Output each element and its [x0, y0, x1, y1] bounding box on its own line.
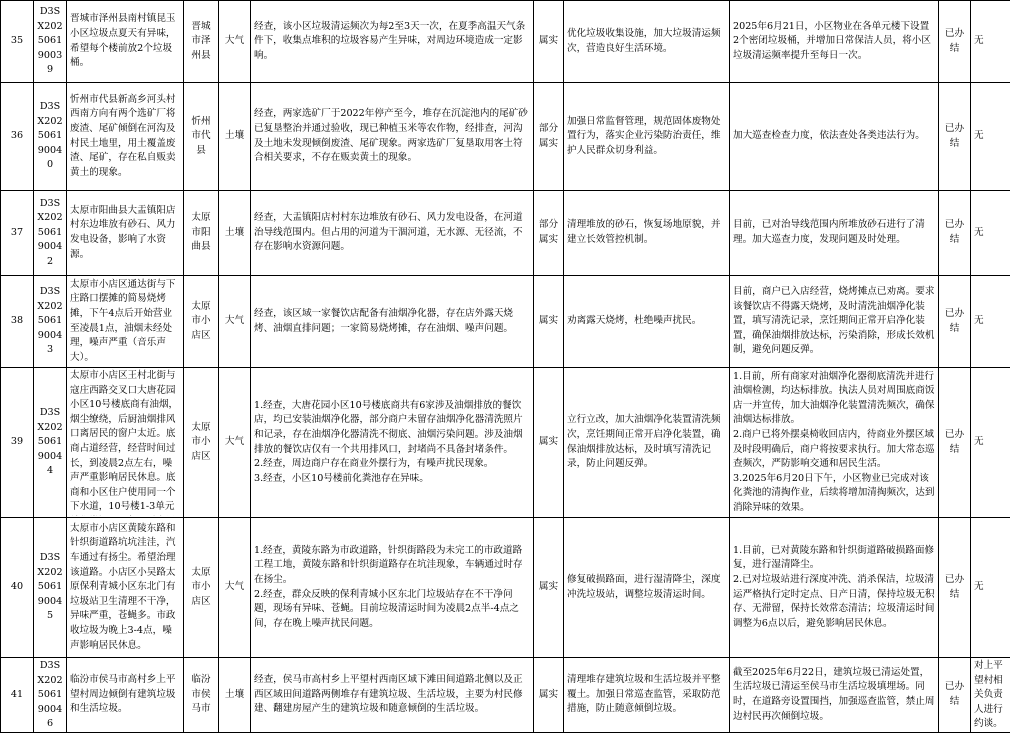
row-index-cell — [1, 518, 34, 658]
complaint-description-cell — [67, 276, 184, 368]
complaint-description-cell — [67, 518, 184, 658]
tracking-code-cell — [34, 83, 67, 191]
table-row — [1, 1, 1010, 83]
verification-result: 属实 — [538, 581, 559, 593]
accountability-remark-cell — [971, 658, 1010, 733]
table-row — [1, 276, 1010, 368]
investigation-finding-cell — [251, 658, 534, 733]
verification-result: 部分属实 — [538, 122, 559, 149]
complaint-description: 晋城市泽州县南村镇昆玉小区垃圾点夏天有异味，希望每个楼前放2个垃圾桶。 — [70, 13, 176, 69]
investigation-finding: 经查，该小区垃圾清运频次为每2至3天一次，在夏季高温天气条件下，收集点堆积的垃圾容易产生异味，对周边环境造成一定影响。 — [254, 20, 526, 61]
verification-result-cell — [534, 276, 564, 368]
pollution-type-cell — [219, 658, 251, 733]
accountability-remark: 无 — [974, 436, 984, 448]
pollution-type-cell — [219, 276, 251, 368]
completion-status-cell — [939, 368, 971, 518]
table-row — [1, 518, 1010, 658]
accountability-remark-cell — [971, 276, 1010, 368]
accountability-remark-cell — [971, 83, 1010, 191]
pollution-type-cell — [219, 368, 251, 518]
pollution-type: 大气 — [224, 436, 245, 448]
completion-status-cell — [939, 658, 971, 733]
rectification-requirement-cell — [564, 1, 730, 83]
rectification-requirement-cell — [564, 368, 730, 518]
rectification-progress-cell — [730, 1, 939, 83]
investigation-finding-cell — [251, 191, 534, 276]
administrative-area: 太原市阳曲县 — [191, 212, 211, 253]
verification-result: 部分属实 — [538, 219, 559, 245]
administrative-area: 晋城市泽州县 — [191, 20, 211, 61]
investigation-finding: 经查，侯马市高村乡上平望村西南区域下滩田间道路北侧以及正西区域田间道路两侧堆存有建筑垃圾、生活垃圾，主要为村民修建、翻建房屋产生的建筑垃圾和随意倾倒的生活垃圾。 — [254, 674, 523, 715]
rectification-progress-cell — [730, 518, 939, 658]
row-index: 37 — [10, 226, 24, 238]
row-index: 40 — [10, 581, 24, 593]
tracking-code-cell — [34, 1, 67, 83]
investigation-finding: 1.经查，黄陵东路为市政道路，针织街路段为未完工的市政道路工程工地，黄陵东路和针织街道路存在坑洼现象，车辆通过时存在扬尘。 2.经查，群众反映的保利青城小区东北门垃圾站存在不干净问题，现场有异味、苍蝇。目前垃圾清运时间为凌晨2点半-4点之间，存在晚上噪声扰民问题。 — [254, 544, 523, 629]
tracking-code-cell — [34, 518, 67, 658]
rectification-progress-cell — [730, 658, 939, 733]
administrative-area-cell — [184, 191, 219, 276]
completion-status: 已办结 — [944, 27, 965, 54]
accountability-remark-cell — [971, 1, 1010, 83]
rectification-requirement: 劝离露天烧烤，杜绝噪声扰民。 — [567, 315, 702, 327]
verification-result-cell — [534, 368, 564, 518]
rectification-requirement: 优化垃圾收集设施，加大垃圾清运频次，营造良好生活环境。 — [567, 27, 721, 54]
administrative-area-cell — [184, 658, 219, 733]
table-row — [1, 658, 1010, 733]
verification-result-cell — [534, 83, 564, 191]
tracking-code-cell — [34, 276, 67, 368]
row-index-cell — [1, 276, 34, 368]
rectification-progress: 2025年6月21日，小区物业在各单元楼下设置2个密闭垃圾桶，并增加日常保洁人员，将小区垃圾清运频率提升至每日一次。 — [733, 20, 931, 61]
investigation-finding: 1.经查，大唐花园小区10号楼底商共有6家涉及油烟排放的餐饮店，均已安装油烟净化器，部分商户未留存油烟净化器清洗照片和记录，存在油烟净化器清洗不彻底、油烟污染问题。涉及油烟排放的餐饮店仅有一个共用排风口，封堵尚不具备封堵条件。 2.经查，周边商户存在商业外摆行为，有噪声扰民现象。 3.经查，小区10号楼前化粪池存在异味。 — [254, 399, 523, 484]
pollution-type-cell — [219, 518, 251, 658]
pollution-type: 大气 — [224, 581, 245, 593]
completion-status: 已办结 — [944, 219, 965, 245]
tracking-code: D3SX202506190039 — [37, 6, 63, 76]
accountability-remark: 无 — [974, 315, 984, 327]
administrative-area: 临汾市侯马市 — [191, 674, 211, 715]
pollution-type: 土壤 — [224, 226, 245, 238]
administrative-area: 太原市小店区 — [191, 300, 211, 341]
verification-result: 属实 — [538, 436, 559, 448]
completion-status-cell — [939, 518, 971, 658]
row-index: 39 — [10, 436, 24, 448]
investigation-finding: 经查，该区域一家餐饮店配备有油烟净化器，存在店外露天烧烤、油烟直排问题；一家简易烧烤摊，存在油烟、噪声问题。 — [254, 307, 514, 334]
completion-status: 已办结 — [944, 428, 965, 455]
verification-result: 属实 — [538, 315, 559, 327]
completion-status-cell — [939, 1, 971, 83]
verification-result-cell — [534, 1, 564, 83]
verification-result-cell — [534, 191, 564, 276]
row-index-cell — [1, 191, 34, 276]
row-index: 35 — [10, 35, 24, 47]
rectification-requirement-cell — [564, 191, 730, 276]
accountability-remark: 无 — [974, 581, 984, 593]
complaint-description-cell — [67, 658, 184, 733]
rectification-progress: 1.目前，已对黄陵东路和针织街道路破损路面修复，进行湿清降尘。 2.已对垃圾站进行深度冲洗、消杀保洁，垃圾清运严格执行定时定点、日产日清，保持垃圾无积存、无滞留，保持长效常态清洁；垃圾清运时间调整为6点以后，避免影响居民休息。 — [733, 544, 935, 629]
row-index-cell — [1, 1, 34, 83]
pollution-type: 大气 — [224, 35, 245, 47]
completion-status-cell — [939, 191, 971, 276]
rectification-progress: 目前，商户已入店经营，烧烤摊点已劝离。要求该餐饮店不得露天烧烤，及时清洗油烟净化装置，填写清洗记录，烹饪期间正常开启净化装置，确保油烟排放达标，污染消除，形成长效机制，避免问题反弹。 — [733, 286, 935, 356]
complaint-description: 太原市小店区黄陵东路和针织街道路坑坑洼洼，汽车通过有扬尘。希望治理该道路。小店区小吴路太原保利青城小区东北门有垃圾站卫生清理不干净，异味严重，苍蝇多。市政收垃圾为晚上3-4点，噪声影响居民休息。 — [70, 522, 176, 651]
completion-status: 已办结 — [944, 681, 965, 707]
row-index-cell — [1, 658, 34, 733]
tracking-code: D3SX202506190045 — [37, 552, 63, 622]
rectification-progress: 截至2025年6月22日，建筑垃圾已清运处置，生活垃圾已清运至侯马市生活垃圾填埋场。同时，在道路旁设置围挡，加强巡查监管，禁止周边村民再次倾倒垃圾。 — [733, 666, 935, 722]
accountability-remark-cell — [971, 191, 1010, 276]
row-index-cell — [1, 368, 34, 518]
complaint-description: 太原市阳曲县大盂镇阳店村东边堆放有砂石、风力发电设备，影响了水资源。 — [70, 204, 176, 260]
administrative-area: 忻州市代县 — [191, 115, 211, 156]
table-row — [1, 191, 1010, 276]
accountability-remark-cell — [971, 518, 1010, 658]
pollution-type: 大气 — [224, 315, 245, 327]
rectification-progress-cell — [730, 191, 939, 276]
tracking-code: D3SX202506190042 — [37, 197, 63, 267]
rectification-progress-cell — [730, 368, 939, 518]
rectification-progress: 1.目前，所有商家对油烟净化器彻底清洗并进行油烟检测，均达标排放。执法人员对周围底商饭店一并宣传，加大油烟净化装置清洗频次，确保油烟达标排放。 2.商户已将外摆桌椅收回店内，待商业外摆区域及时段明确后，商户将按要求执行。加大常态巡查频次，严防影响交通和居民生活。 3.2025年6月20日下午，小区物业已完成对该化粪池的清掏作业，后续将增加清掏频次，达到消除异味的效果。 — [733, 370, 935, 513]
investigation-finding-cell — [251, 368, 534, 518]
pollution-type-cell — [219, 1, 251, 83]
complaint-description-cell — [67, 191, 184, 276]
administrative-area: 太原市小店区 — [191, 566, 211, 607]
row-index: 41 — [10, 688, 24, 700]
tracking-code: D3SX202506190044 — [37, 407, 63, 477]
rectification-requirement: 清理堆存建筑垃圾和生活垃圾并平整覆土。加强日常巡查监管，采取防范措施，防止随意倾倒垃圾。 — [567, 674, 721, 715]
row-index: 38 — [10, 315, 24, 327]
tracking-code: D3SX202506190043 — [37, 286, 63, 356]
completion-status: 已办结 — [944, 573, 965, 600]
verification-result-cell — [534, 658, 564, 733]
administrative-area-cell — [184, 83, 219, 191]
investigation-finding-cell — [251, 518, 534, 658]
accountability-remark: 无 — [974, 226, 984, 238]
rectification-requirement-cell — [564, 276, 730, 368]
verification-result: 属实 — [538, 35, 559, 47]
row-index: 36 — [10, 130, 24, 142]
complaint-description: 太原市小店区王村北街与寇庄西路交叉口大唐花园小区10号楼底商有油烟，烟尘缭绕，后厨油烟排风口离居民的窗户太近。底商占道经营，经营时间过长，到凌晨2点左右，噪声严重影响居民休息。底商和小区住户使用同一个下水道，10号楼1-3单元 — [70, 370, 179, 513]
rectification-requirement: 加强日常监督管理，规范固体废物处置行为，落实企业污染防治责任，维护人民群众切身利益。 — [567, 115, 721, 156]
pollution-type: 土壤 — [224, 130, 245, 142]
completion-status: 已办结 — [944, 122, 965, 149]
rectification-requirement-cell — [564, 658, 730, 733]
administrative-area-cell — [184, 368, 219, 518]
administrative-area-cell — [184, 518, 219, 658]
rectification-requirement-cell — [564, 518, 730, 658]
completion-status-cell — [939, 276, 971, 368]
pollution-type: 土壤 — [224, 688, 245, 700]
rectification-progress-cell — [730, 83, 939, 191]
completion-status: 已办结 — [944, 307, 965, 334]
administrative-area-cell — [184, 276, 219, 368]
complaint-description-cell — [67, 1, 184, 83]
complaint-description-cell — [67, 83, 184, 191]
tracking-code-cell — [34, 191, 67, 276]
tracking-code: D3SX202506190040 — [37, 101, 63, 171]
complaint-description: 太原市小店区通达街与下庄路口摆摊的简易烧烤摊，下午4点后开始营业至凌晨1点，油烟未经处理，噪声严重（音乐声大）。 — [70, 278, 176, 363]
verification-result-cell — [534, 518, 564, 658]
investigation-finding-cell — [251, 83, 534, 191]
table-row — [1, 368, 1010, 518]
complaint-description: 忻州市代县新高乡河头村西南方向有两个选矿厂将废渣、尾矿倾倒在河沟及村民土地里，用土覆盖废渣、尾矿，存在私自贩卖黄土的现象。 — [70, 93, 176, 178]
investigation-finding-cell — [251, 1, 534, 83]
accountability-remark: 无 — [974, 130, 984, 142]
accountability-remark-cell — [971, 368, 1010, 518]
administrative-area: 太原市小店区 — [191, 421, 211, 462]
tracking-code: D3SX202506190046 — [37, 660, 63, 730]
complaint-description: 临汾市侯马市高村乡上平望村周边倾倒有建筑垃圾和生活垃圾。 — [70, 674, 176, 715]
rectification-requirement: 修复破损路面，进行湿清降尘，深度冲洗垃圾站，调整垃圾清运时间。 — [567, 573, 721, 600]
row-index-cell — [1, 83, 34, 191]
verification-result: 属实 — [538, 688, 559, 700]
accountability-remark: 无 — [974, 35, 984, 47]
table-body — [1, 1, 1010, 733]
tracking-code-cell — [34, 658, 67, 733]
investigation-finding-cell — [251, 276, 534, 368]
rectification-progress-cell — [730, 276, 939, 368]
accountability-remark: 对上平望村相关负责人进行约谈。 — [974, 660, 1003, 730]
rectification-requirement: 立行立改，加大油烟净化装置清洗频次，烹饪期间正常开启净化装置，确保油烟排放达标，及时填写清洗记录，防止问题反弹。 — [567, 414, 721, 470]
rectification-progress: 目前，已对治导线范围内所堆放砂石进行了清理。加大巡查力度，发现问题及时处理。 — [733, 219, 925, 245]
investigation-finding: 经查，两家选矿厂于2022年停产至今，堆存在沉淀池内的尾矿砂已复垦整治并通过验收，现已种植玉米等农作物，经排查，河沟及土地未发现倾倒废渣、尾矿现象。两家选矿厂复垦取用客土符合相关要求，不存在贩卖黄土的现象。 — [254, 108, 528, 164]
tracking-code-cell — [34, 368, 67, 518]
rectification-requirement: 清理堆放的砂石，恢复场地原貌，并建立长效管控机制。 — [567, 219, 721, 245]
rectification-progress: 加大巡查检查力度，依法查处各类违法行为。 — [733, 130, 925, 142]
complaint-description-cell — [67, 368, 184, 518]
table-row — [1, 83, 1010, 191]
investigation-finding: 经查，大盂镇阳店村村东边堆放有砂石、风力发电设备，在河道治导线范围内。但占用的河道为干涸河道，无水源、无径流，不存在影响水资源问题。 — [254, 212, 523, 253]
administrative-area-cell — [184, 1, 219, 83]
rectification-requirement-cell — [564, 83, 730, 191]
pollution-type-cell — [219, 191, 251, 276]
pollution-type-cell — [219, 83, 251, 191]
completion-status-cell — [939, 83, 971, 191]
